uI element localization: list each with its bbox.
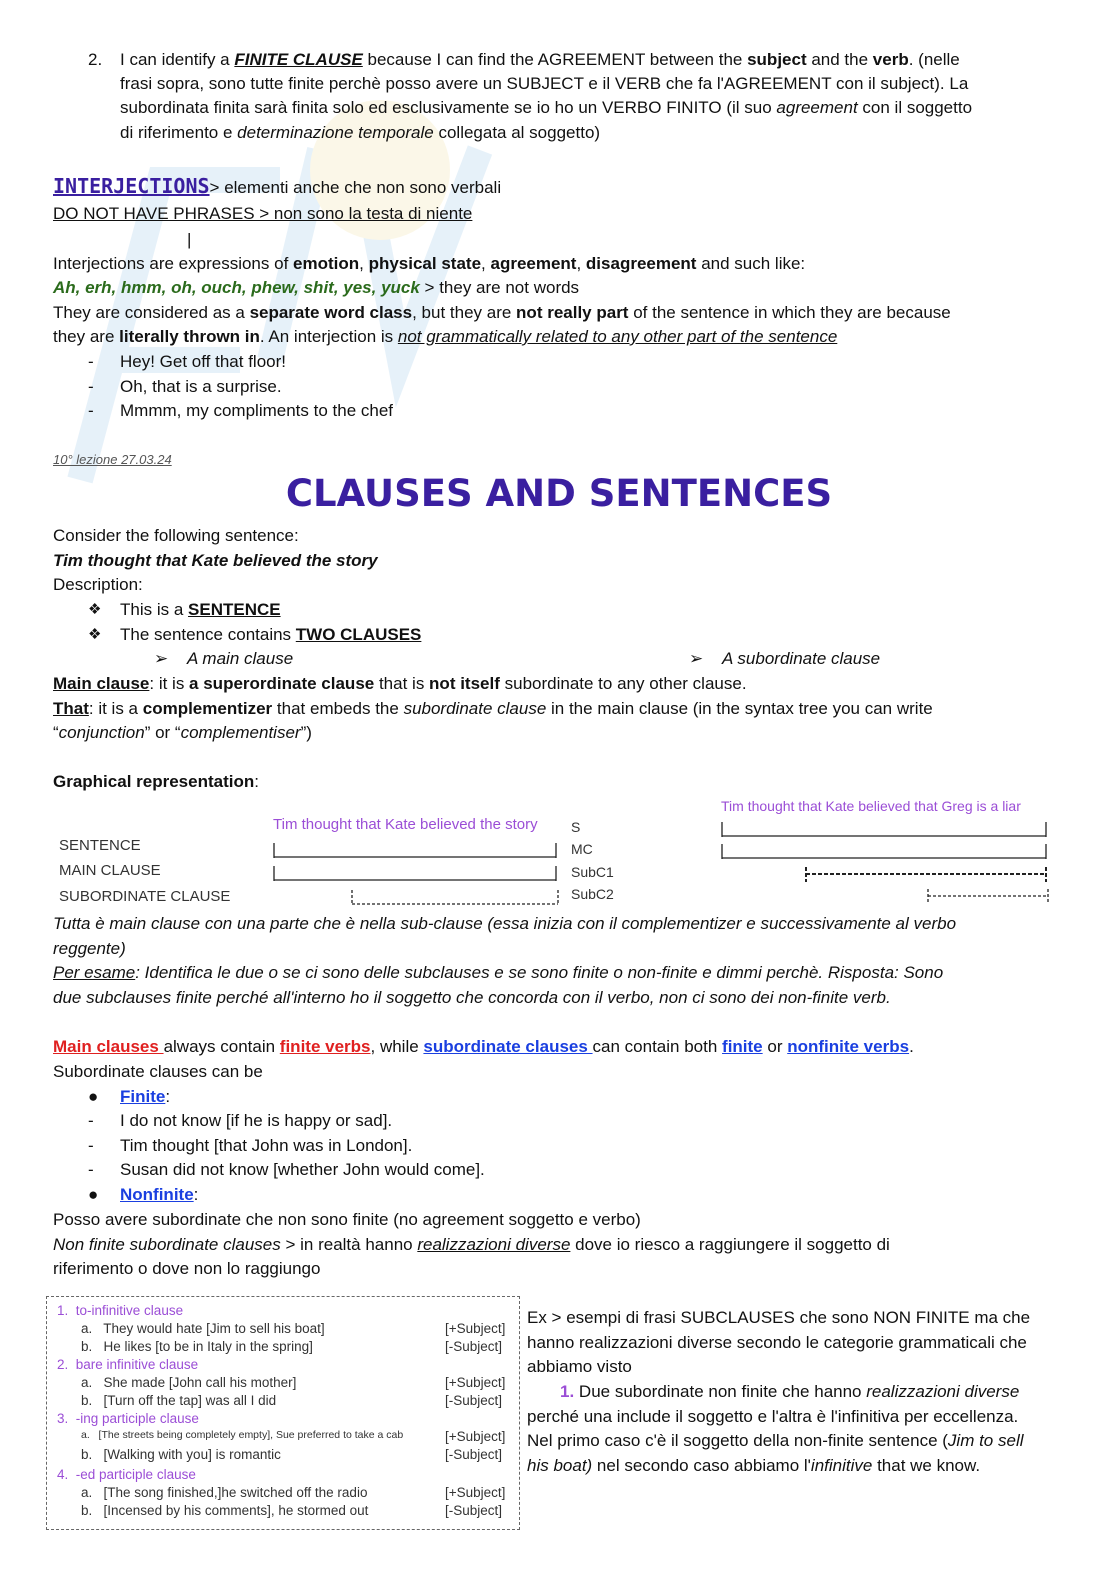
note-line2: reggente): [53, 939, 126, 958]
table-tag: [-Subject]: [445, 1393, 503, 1408]
nonfinite-label: Nonfinite:: [120, 1185, 199, 1204]
finite-example: Susan did not know [whether John would come].: [120, 1160, 485, 1179]
diagram-code-subc2: SubC2: [571, 886, 614, 902]
table-row: a. [The song finished,]he switched off the radio: [81, 1485, 368, 1500]
that-definition: That: it is a complementizer that embeds the subordinate clause in the main clause (in the syntax tree you can write: [53, 699, 933, 718]
bracket-mc: [722, 844, 1046, 859]
can-be-line: Subordinate clauses can be: [53, 1062, 263, 1081]
examples-explanation: 1. Due subordinate non finite che hanno realizzazioni diverse perché una include il soggetto e l'altra è l'infinitiva per eccellenza. Nel primo caso c'è il soggetto della non-finite sentence (Jim to sell his boat) nel secondo caso abbiamo l'infinitive that we know.: [527, 1382, 1024, 1475]
dash-bullet: -: [88, 377, 94, 396]
table-row: b. He likes [to be in Italy in the spring]: [81, 1339, 313, 1354]
bracket-s: [722, 822, 1046, 837]
list-item: Mmmm, my compliments to the chef: [120, 401, 394, 420]
main-clause-item: A main clause: [187, 649, 294, 668]
diagram-label-subordinate: SUBORDINATE CLAUSE: [59, 888, 231, 905]
dash-bullet: -: [88, 1136, 94, 1155]
item2-line1: I can identify a FINITE CLAUSE because I can find the AGREEMENT between the subject and the verb. (nelle: [120, 50, 960, 69]
table-row: a. They would hate [Jim to sell his boat]: [81, 1321, 325, 1336]
table-heading: 2. bare infinitive clause: [57, 1357, 199, 1372]
main-clause-definition: Main clause: it is a superordinate clause that is not itself subordinate to any other clause.: [53, 674, 747, 693]
finite-label: Finite:: [120, 1087, 171, 1106]
example-sentence: Tim thought that Kate believed the story: [53, 551, 378, 570]
arrow-bullet-icon: ➢: [154, 649, 169, 668]
interjections-line2: DO NOT HAVE PHRASES > non sono la testa di niente: [53, 204, 473, 223]
graphical-heading: Graphical representation:: [53, 772, 259, 791]
bracket-sentence: [274, 843, 556, 858]
interjections-p1: They are considered as a separate word class, but they are not really part of the sentence in which they are because: [53, 303, 951, 322]
table-row: a. [The streets being completely empty], Sue preferred to take a cab: [81, 1429, 404, 1441]
table-tag: [+Subject]: [445, 1429, 506, 1444]
interjections-heading: INTERJECTIONS> elementi anche che non sono verbali: [53, 174, 502, 198]
item2-line2: frasi sopra, sono tutte finite perchè posso avere un SUBJECT e il VERB che fa l'AGREEMENT con il subject). La: [120, 74, 969, 93]
nonfinite-line3: riferimento o dove non lo raggiungo: [53, 1259, 321, 1278]
item2-line4: di riferimento e determinazione temporale collegata al soggetto): [120, 123, 601, 142]
nonfinite-line1: Posso avere subordinate che non sono finite (no agreement soggetto e verbo): [53, 1210, 641, 1229]
table-row: b. [Walking with you] is romantic: [81, 1447, 281, 1462]
table-heading: 1. to-infinitive clause: [57, 1303, 184, 1318]
diagram-code-mc: MC: [571, 841, 593, 857]
table-tag: [-Subject]: [445, 1339, 503, 1354]
description-label: Description:: [53, 575, 143, 594]
diagram-code-s: S: [571, 819, 581, 835]
examples-intro: Ex > esempi di frasi SUBCLAUSES che sono NON FINITE ma che hanno realizzazioni diverse secondo le categorie grammaticali che abbiamo visto: [527, 1308, 1031, 1376]
table-row: b. [Turn off the tap] was all I did: [81, 1393, 277, 1408]
lesson-date: 10° lezione 27.03.24: [53, 452, 172, 467]
diagram-code-subc1: SubC1: [571, 864, 614, 880]
list-item: Oh, that is a surprise.: [120, 377, 282, 396]
bullet-two-clauses: The sentence contains TWO CLAUSES: [120, 625, 422, 644]
pipe-glyph: |: [187, 230, 192, 249]
nonfinite-line2: Non finite subordinate clauses > in realtà hanno realizzazioni diverse dove io riesco a raggiungere il soggetto di: [53, 1235, 890, 1254]
sub-clause-item: A subordinate clause: [722, 649, 881, 668]
nonfinite-clause-table: [46, 1296, 520, 1530]
diamond-bullet-icon: ❖: [88, 601, 102, 618]
finite-example: I do not know [if he is happy or sad].: [120, 1111, 393, 1130]
interjections-examples: Ah, erh, hmm, oh, ouch, phew, shit, yes, yuck > they are not words: [53, 278, 580, 297]
dot-bullet: ●: [88, 1087, 99, 1106]
diagram-label-sentence: SENTENCE: [59, 837, 141, 854]
exam-note: Per esame: Identifica le due o se ci sono delle subclauses e se sono finite o non-finite e dimmi perchè. Risposta: Sono: [53, 963, 944, 982]
table-tag: [+Subject]: [445, 1321, 506, 1336]
bracket-subordinate: [352, 890, 558, 905]
consider-line: Consider the following sentence:: [53, 526, 299, 545]
item2-line3: subordinata finita sarà finita solo ed esclusivamente se io ho un VERBO FINITO (il suo agreement con il soggetto: [120, 98, 973, 117]
table-heading: 3. -ing participle clause: [57, 1411, 199, 1426]
arrow-bullet-icon: ➢: [689, 649, 704, 668]
interjections-p2: they are literally thrown in. An interjection is not grammatically related to any other part of the sentence: [53, 327, 838, 346]
diagram-sentence-2: Tim thought that Kate believed that Greg is a liar: [721, 798, 1021, 814]
bracket-main-clause: [274, 866, 556, 881]
diamond-bullet-icon: ❖: [88, 626, 102, 643]
table-heading: 4. -ed participle clause: [57, 1467, 196, 1482]
dash-bullet: -: [88, 352, 94, 371]
interjections-definition: Interjections are expressions of emotion, physical state, agreement, disagreement and such like:: [53, 254, 806, 273]
bracket-subc2: [928, 889, 1048, 904]
table-row: b. [Incensed by his comments], he stormed out: [81, 1503, 369, 1518]
that-definition-cont: “conjunction” or “complementiser”): [53, 723, 312, 742]
dash-bullet: -: [88, 1111, 94, 1130]
table-tag: [-Subject]: [445, 1503, 503, 1518]
note-line1: Tutta è main clause con una parte che è nella sub-clause (essa inizia con il complementizer e successivamente al verbo: [53, 914, 957, 933]
bullet-sentence: This is a SENTENCE: [120, 600, 281, 619]
dot-bullet: ●: [88, 1185, 99, 1204]
page-title: CLAUSES AND SENTENCES: [285, 472, 833, 515]
table-tag: [-Subject]: [445, 1447, 503, 1462]
bracket-subc1: [806, 867, 1046, 882]
finite-rule: Main clauses always contain finite verbs, while subordinate clauses can contain both finite or nonfinite verbs.: [53, 1037, 914, 1056]
list-number: 2.: [88, 50, 103, 69]
finite-example: Tim thought [that John was in London].: [120, 1136, 413, 1155]
list-item: Hey! Get off that floor!: [120, 352, 286, 371]
dash-bullet: -: [88, 1160, 94, 1179]
table-tag: [+Subject]: [445, 1375, 506, 1390]
table-row: a. She made [John call his mother]: [81, 1375, 297, 1390]
exam-note-cont: due subclauses finite perché all'interno ho il soggetto che concorda con il verbo, non ci sono dei non-finite verb.: [53, 988, 891, 1007]
table-tag: [+Subject]: [445, 1485, 506, 1500]
diagram-sentence-1: Tim thought that Kate believed the story: [273, 816, 538, 833]
dash-bullet: -: [88, 401, 94, 420]
diagram-label-main-clause: MAIN CLAUSE: [59, 862, 161, 879]
